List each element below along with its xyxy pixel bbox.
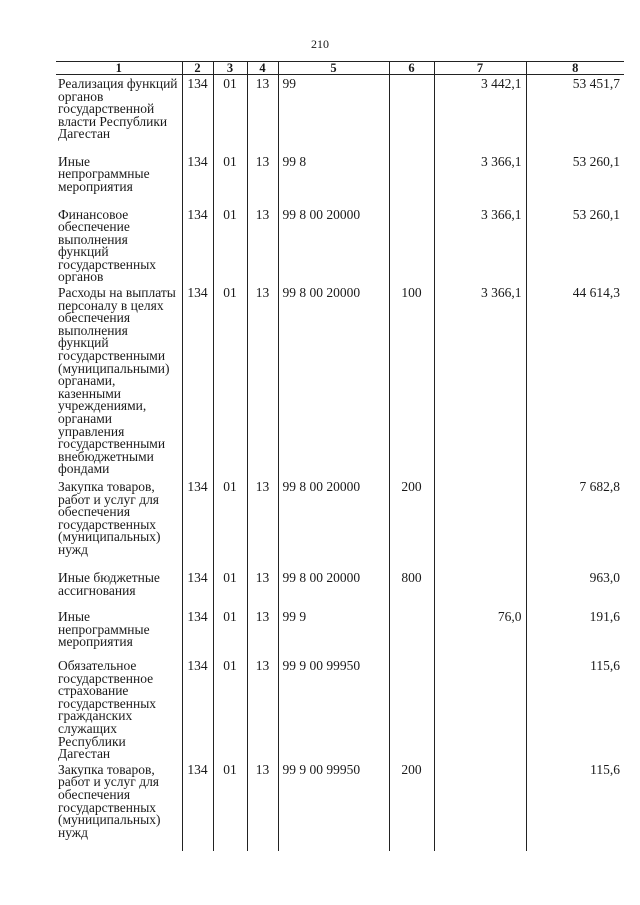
cell-col3: 01	[213, 75, 247, 153]
cell-col7: 3 366,1	[434, 284, 526, 478]
budget-table	[56, 61, 624, 851]
cell-col5: 99 8 00 20000	[278, 478, 389, 569]
column-header: 8	[526, 62, 624, 75]
column-header: 4	[247, 62, 278, 75]
cell-col7	[434, 569, 526, 608]
table-row	[56, 657, 624, 761]
row-name: Обязательное государственное страхование государственных гражданских служащих Республики Дагестан	[58, 658, 157, 761]
cell-col3: 01	[213, 761, 247, 851]
cell-col5: 99 9 00 99950	[278, 657, 389, 761]
cell-col8: 53 260,1	[526, 153, 624, 206]
row-name: Финансовое обеспечение выполнения функций государственных органов	[58, 206, 157, 285]
cell-col2: 134	[182, 284, 213, 478]
cell-col4: 13	[247, 761, 278, 851]
row-name: Иные непрограммные мероприятия	[58, 153, 150, 194]
cell-col3: 01	[213, 608, 247, 657]
cell-col6	[389, 608, 434, 657]
table-row	[56, 284, 624, 478]
column-header: 2	[182, 62, 213, 75]
table-row	[56, 761, 624, 851]
cell-col2: 134	[182, 75, 213, 153]
table-row	[56, 206, 624, 285]
cell-col2: 134	[182, 478, 213, 569]
cell-col6: 100	[389, 284, 434, 478]
cell-col7	[434, 478, 526, 569]
cell-col5: 99 8 00 20000	[278, 206, 389, 285]
cell-col7	[434, 761, 526, 851]
column-header: 1	[56, 62, 182, 75]
row-name: Реализация функций органов государственной власти Республики Дагестан	[58, 76, 178, 142]
row-name: Иные бюджетные ассигнования	[58, 570, 160, 598]
row-name: Закупка товаров, работ и услуг для обеспечения государственных (муниципальных) нужд	[58, 761, 161, 840]
column-header: 7	[434, 62, 526, 75]
cell-col2: 134	[182, 206, 213, 285]
cell-col3: 01	[213, 657, 247, 761]
cell-col6	[389, 153, 434, 206]
cell-col6: 200	[389, 478, 434, 569]
cell-col5: 99	[278, 75, 389, 153]
column-header: 5	[278, 62, 389, 75]
table-row	[56, 75, 624, 153]
row-name: Расходы на выплаты персоналу в целях обеспечения выполнения функций государственными (муниципальными) органами, казенными учреждениями, органами управления государственными внебюджетными фондами	[58, 285, 176, 477]
table-row	[56, 569, 624, 608]
cell-col3: 01	[213, 153, 247, 206]
row-name: Иные непрограммные мероприятия	[58, 609, 150, 650]
cell-col8: 44 614,3	[526, 284, 624, 478]
cell-col5: 99 8	[278, 153, 389, 206]
cell-col7: 3 366,1	[434, 206, 526, 285]
cell-col2: 134	[182, 569, 213, 608]
cell-col4: 13	[247, 206, 278, 285]
page-number: 210	[311, 37, 329, 51]
cell-col4: 13	[247, 478, 278, 569]
cell-col8: 53 451,7	[526, 75, 624, 153]
cell-col7	[434, 657, 526, 761]
cell-col4: 13	[247, 657, 278, 761]
cell-col6: 200	[389, 761, 434, 851]
cell-col3: 01	[213, 284, 247, 478]
cell-col4: 13	[247, 284, 278, 478]
cell-col4: 13	[247, 75, 278, 153]
cell-col6: 800	[389, 569, 434, 608]
cell-col5: 99 8 00 20000	[278, 284, 389, 478]
row-name: Закупка товаров, работ и услуг для обеспечения государственных (муниципальных) нужд	[58, 479, 161, 558]
cell-col7: 3 366,1	[434, 153, 526, 206]
cell-col7: 76,0	[434, 608, 526, 657]
table-row	[56, 478, 624, 569]
cell-col4: 13	[247, 569, 278, 608]
cell-col8: 115,6	[526, 657, 624, 761]
cell-col8: 191,6	[526, 608, 624, 657]
cell-col6	[389, 657, 434, 761]
cell-col2: 134	[182, 153, 213, 206]
cell-col6	[389, 206, 434, 285]
cell-col3: 01	[213, 478, 247, 569]
cell-col6	[389, 75, 434, 153]
table-header-row	[56, 62, 624, 75]
cell-col3: 01	[213, 206, 247, 285]
column-header: 3	[213, 62, 247, 75]
cell-col2: 134	[182, 657, 213, 761]
cell-col5: 99 9	[278, 608, 389, 657]
cell-col5: 99 9 00 99950	[278, 761, 389, 851]
cell-col2: 134	[182, 608, 213, 657]
cell-col2: 134	[182, 761, 213, 851]
cell-col4: 13	[247, 608, 278, 657]
cell-col8: 963,0	[526, 569, 624, 608]
table-row	[56, 153, 624, 206]
cell-col3: 01	[213, 569, 247, 608]
cell-col8: 7 682,8	[526, 478, 624, 569]
cell-col7: 3 442,1	[434, 75, 526, 153]
cell-col8: 53 260,1	[526, 206, 624, 285]
table-row	[56, 608, 624, 657]
cell-col5: 99 8 00 20000	[278, 569, 389, 608]
column-header: 6	[389, 62, 434, 75]
cell-col4: 13	[247, 153, 278, 206]
cell-col8: 115,6	[526, 761, 624, 851]
